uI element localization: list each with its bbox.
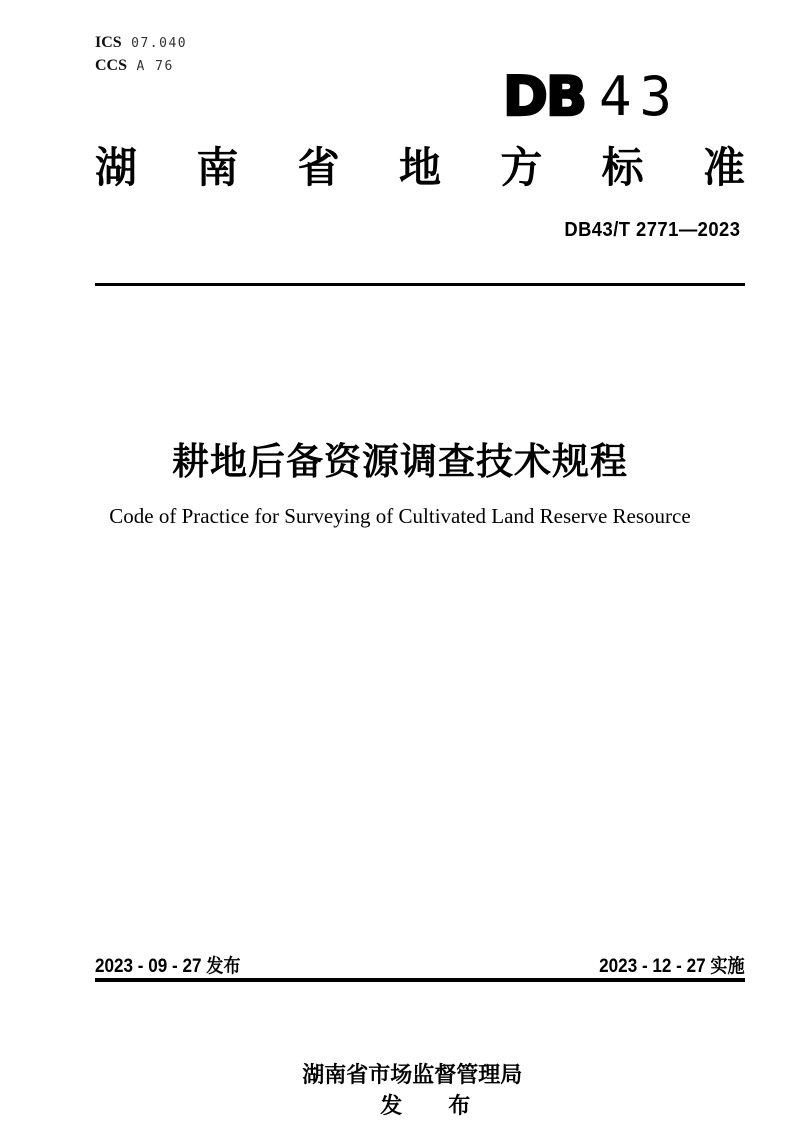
ics-code-line [95, 32, 187, 55]
standard-category-title: 湖 南 省 地 方 标 准 [95, 144, 745, 191]
classification-codes [95, 32, 187, 78]
publisher-name: 湖南省市场监督管理局 [302, 1062, 523, 1087]
db43-logo [503, 65, 681, 128]
db-logo-region-number: 43 [598, 65, 681, 128]
dates-row [95, 951, 745, 978]
ics-label: ICS [95, 34, 122, 51]
ics-value: 07.040 [131, 36, 188, 51]
ccs-value: A 76 [136, 59, 174, 74]
publish-label: 发 布 [380, 1093, 483, 1118]
issue-date: 2023 - 09 - 27 发布 [95, 956, 241, 977]
header-divider-rule [95, 283, 745, 286]
ccs-code-line [95, 55, 187, 78]
db-logo-letters: DB [503, 65, 585, 128]
publisher-line [0, 1032, 800, 1133]
ccs-label: CCS [95, 57, 128, 74]
footer-divider-rule [95, 978, 745, 982]
implementation-date: 2023 - 12 - 27 实施 [599, 956, 745, 977]
standard-code: DB43/T 2771—2023 [563, 219, 740, 241]
document-title-english: Code of Practice for Surveying of Cultivated Land Reserve Resource [109, 504, 691, 528]
document-title-chinese: 耕地后备资源调查技术规程 [172, 441, 628, 482]
